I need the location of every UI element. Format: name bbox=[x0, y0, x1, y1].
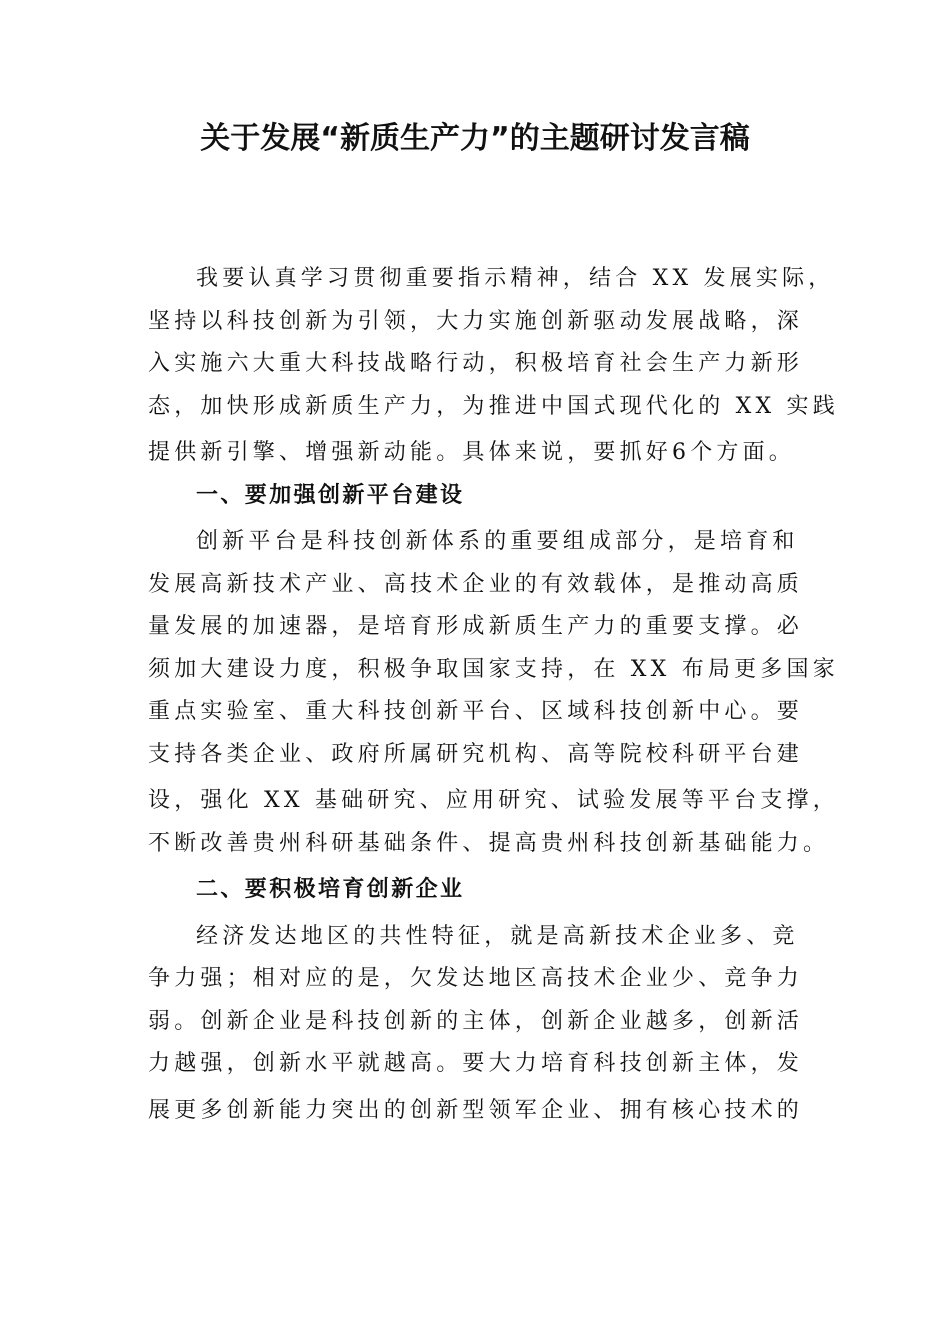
paragraph-line: 须加大建设力度，积极争取国家支持，在 XX 布局更多国家 bbox=[148, 656, 839, 682]
paragraph-line: 提供新引擎、增强新动能。具体来说，要抓好6个方面。 bbox=[148, 440, 795, 465]
paragraph-line: 弱。创新企业是科技创新的主体，创新企业越多，创新活 bbox=[148, 1008, 804, 1034]
paragraph-line: 发展高新技术产业、高技术企业的有效载体，是推动高质 bbox=[148, 571, 804, 597]
section-2-paragraph bbox=[148, 916, 808, 1133]
paragraph-line: 设，强化 XX 基础研究、应用研究、试验发展等平台支撑， bbox=[148, 788, 839, 813]
paragraph-line: 坚持以科技创新为引领，大力实施创新驱动发展战略，深 bbox=[148, 308, 804, 334]
paragraph-line: 量发展的加速器，是培育形成新质生产力的重要支撑。必 bbox=[148, 614, 804, 639]
paragraph-line: 态，加快形成新质生产力，为推进中国式现代化的 XX 实践 bbox=[148, 393, 839, 419]
paragraph-line: 经济发达地区的共性特征，就是高新技术企业多、竞 bbox=[196, 923, 799, 949]
paragraph-line: 创新平台是科技创新体系的重要组成部分，是培育和 bbox=[196, 529, 799, 554]
paragraph-line: 入实施六大重大科技战略行动，积极培育社会生产力新形 bbox=[148, 351, 804, 376]
paragraph-line: 展更多创新能力突出的创新型领军企业、拥有核心技术的 bbox=[148, 1097, 804, 1123]
paragraph-line: 重点实验室、重大科技创新平台、区域科技创新中心。要 bbox=[148, 699, 804, 724]
intro-paragraph bbox=[148, 258, 839, 475]
section-heading-2: 二、要积极培育创新企业 bbox=[196, 877, 465, 902]
section-heading-1: 一、要加强创新平台建设 bbox=[196, 482, 465, 508]
paragraph-line: 不断改善贵州科研基础条件、提高贵州科技创新基础能力。 bbox=[148, 830, 830, 856]
paragraph-line: 支持各类企业、政府所属研究机构、高等院校科研平台建 bbox=[148, 741, 804, 767]
document-body bbox=[148, 258, 839, 1132]
paragraph-line: 争力强；相对应的是，欠发达地区高技术企业少、竞争力 bbox=[148, 966, 804, 991]
paragraph-line: 我要认真学习贯彻重要指示精神，结合 XX 发展实际， bbox=[196, 266, 835, 291]
paragraph-line: 力越强，创新水平就越高。要大力培育科技创新主体，发 bbox=[148, 1051, 804, 1076]
section-1-paragraph bbox=[148, 521, 839, 865]
document-title: 关于发展“新质生产力”的主题研讨发言稿 bbox=[200, 121, 750, 156]
